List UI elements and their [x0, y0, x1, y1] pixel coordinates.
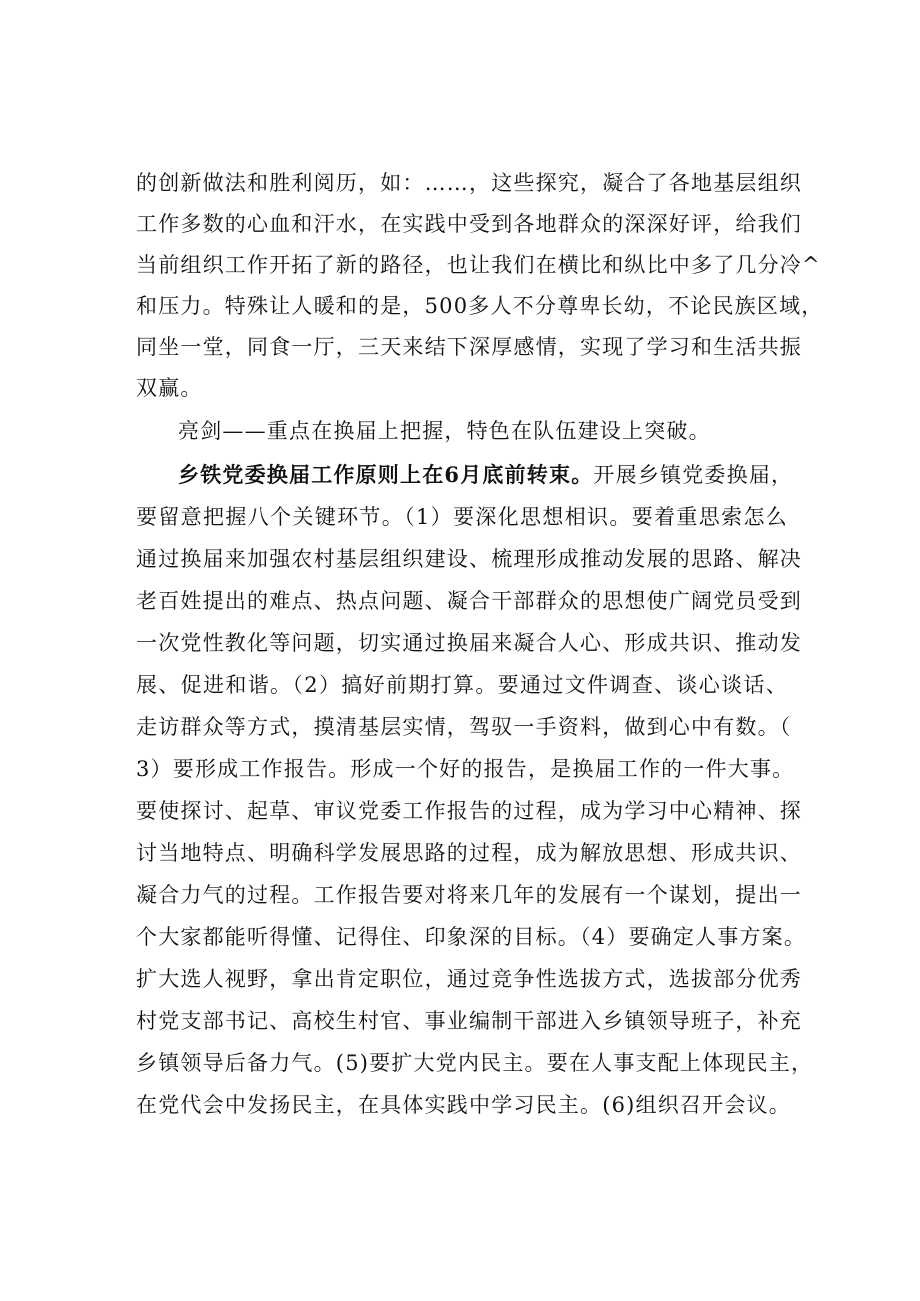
paragraph-1-line-2: 工作多数的心血和汗水，在实践中受到各地群众的深深好评，给我们 — [136, 212, 802, 236]
paragraph-3-bold-lead: 乡铁党委换届工作原则上在6月底前转束。 — [178, 462, 594, 487]
paragraph-1-line-6: 双赢。 — [136, 376, 203, 400]
paragraph-3-line-1-text: 开展乡镇党委换届， — [593, 463, 794, 487]
paragraph-3-line-6: 展、促进和谐。（2）搞好前期打算。要通过文件调查、谈心谈话、 — [136, 673, 788, 697]
paragraph-3-line-3: 通过换届来加强农村基层组织建设、梳理形成推动发展的思路、解决 — [136, 547, 802, 571]
paragraph-1-line-1: 的创新做法和胜利阅历，如：……，这些探究，凝合了各地基层组织 — [136, 171, 802, 195]
paragraph-3-line-2: 要留意把握八个关键环节。（1）要深化思想相识。要着重思索怎么 — [136, 505, 788, 529]
paragraph-3-line-9: 要使探讨、起草、审议党委工作报告的过程，成为学习中心精神、探 — [136, 799, 802, 823]
paragraph-3-line-1 — [178, 460, 794, 490]
paragraph-3-line-4: 老百姓提出的难点、热点问题、凝合干部群众的思想使广阔党员受到 — [136, 589, 802, 613]
paragraph-1-line-5: 同坐一堂，同食一厅，三天来结下深厚感情，实现了学习和生活共振 — [136, 335, 802, 359]
paragraph-3-line-11: 凝合力气的过程。工作报告要对将来几年的发展有一个谋划，提出一 — [136, 883, 802, 907]
paragraph-3-line-12: 个大家都能听得懂、记得住、印象深的目标。（4）要确定人事方案。 — [136, 925, 807, 949]
paragraph-1-line-4: 和压力。特殊让人暖和的是，500多人不分尊卑长幼，不论民族区域， — [136, 294, 824, 318]
paragraph-3-line-14: 村党支部书记、高校生村官、事业编制干部进入乡镇领导班子，补充 — [136, 1009, 802, 1033]
paragraph-3-line-5: 一次党性教化等问题，切实通过换届来凝合人心、形成共识、推动发 — [136, 631, 802, 655]
paragraph-3-line-13: 扩大选人视野，拿出肯定职位，通过竞争性选拔方式，选拔部分优秀 — [136, 967, 802, 991]
paragraph-2-heading: 亮剑——重点在换届上把握，特色在队伍建设上突破。 — [178, 419, 711, 443]
paragraph-3-line-7: 走访群众等方式，摸清基层实情，驾驭一手资料，做到心中有数。（ — [136, 715, 792, 739]
paragraph-3-line-10: 讨当地特点、明确科学发展思路的过程，成为解放思想、形成共识、 — [136, 841, 802, 865]
paragraph-3-line-8: 3）要形成工作报告。形成一个好的报告，是换届工作的一件大事。 — [136, 757, 795, 781]
paragraph-3-line-16: 在党代会中发扬民主，在具体实践中学习民主。(6)组织召开会议。 — [136, 1093, 791, 1117]
paragraph-1-line-3: 当前组织工作开拓了新的路径，也让我们在横比和纵比中多了几分冷^ — [136, 253, 821, 277]
paragraph-3-line-15: 乡镇领导后备力气。(5)要扩大党内民主。要在人事支配上体现民主， — [136, 1051, 814, 1075]
